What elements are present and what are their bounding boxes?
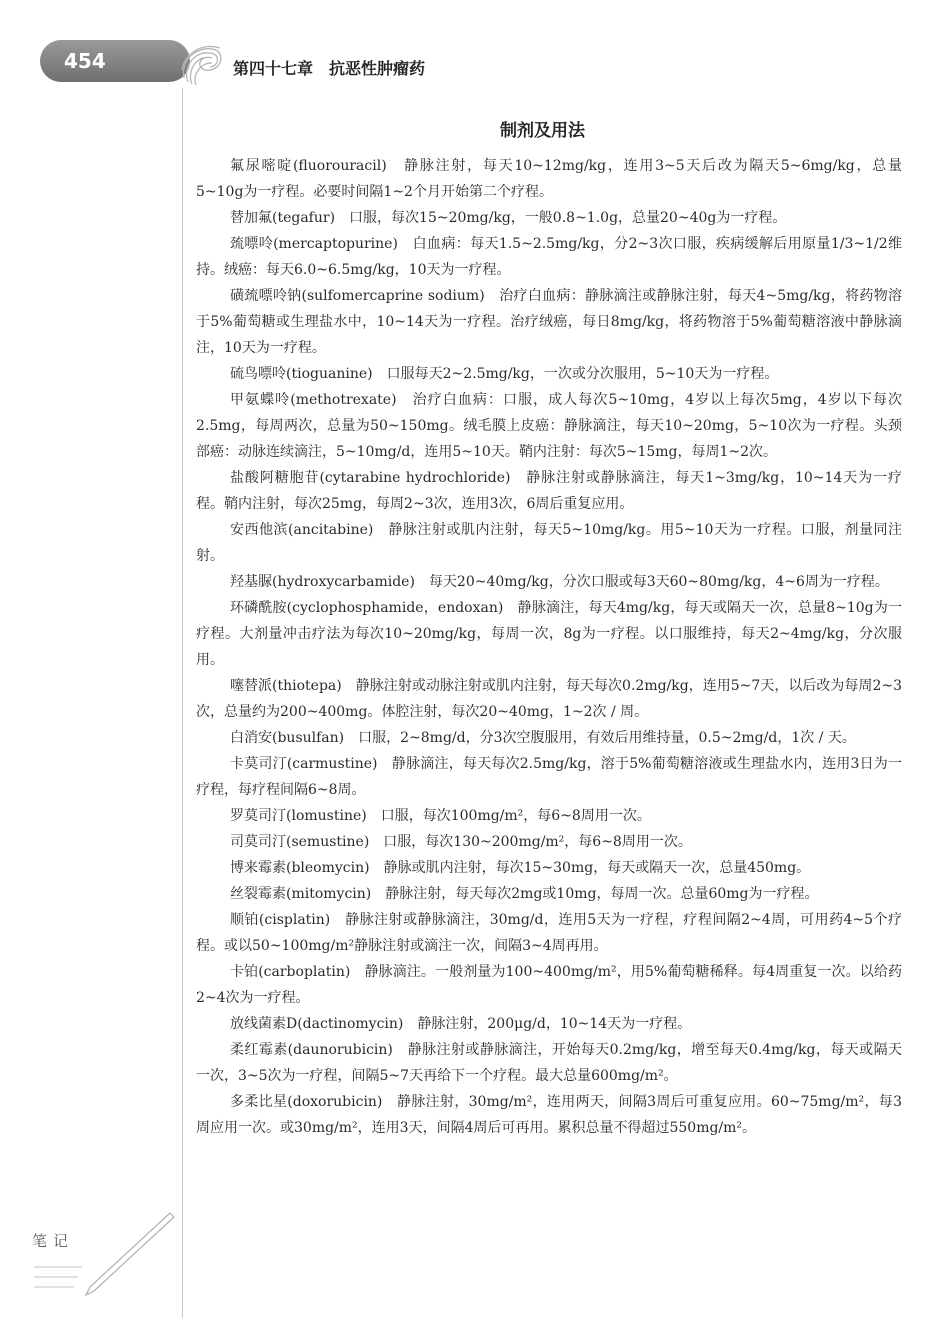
dosage-entry [196, 829, 902, 855]
dosage-text: 静脉注射，每天10~12mg/kg，连用3~5天后改为隔天5~6mg/kg，总量5~10g为一疗程。必要时间隔1~2个月开始第二个疗程。 [196, 158, 902, 200]
drug-name: 放线菌素D(dactinomycin) [230, 1016, 404, 1032]
dosage-text: 治疗白血病：口服，成人每次5~10mg，4岁以上每次5mg，4岁以下每次2.5mg，每周两次，总量为50~150mg。绒毛膜上皮癌：静脉滴注，每天10~20mg，5~10次为一疗程。头颈部癌：动脉连续滴注，5~10mg/d，连用5~10天。鞘内注射：每次5~15mg，每周1~2次。 [196, 392, 903, 460]
dosage-entry [196, 569, 902, 595]
dosage-text: 口服，每次15~20mg/kg，一般0.8~1.0g，总量20~40g为一疗程。 [335, 210, 787, 226]
dosage-text: 口服每天2~2.5mg/kg，一次或分次服用，5~10天为一疗程。 [372, 366, 779, 382]
dosage-entry [196, 959, 902, 1011]
notes-label: 笔记 [32, 1232, 75, 1250]
dosage-entry [196, 283, 902, 361]
dosage-entry [196, 361, 902, 387]
dosage-entry [196, 907, 902, 959]
drug-name: 甲氨蝶呤(methotrexate) [230, 392, 397, 408]
dosage-text: 每天20~40mg/kg，分次口服或每3天60~80mg/kg，4~6周为一疗程。 [414, 574, 889, 590]
dosage-text: 静脉注射或肌内注射，每天5~10mg/kg。用5~10天为一疗程。口服，剂量同注射。 [196, 522, 902, 564]
dosage-entry [196, 231, 902, 283]
dosage-entry [196, 1037, 902, 1089]
drug-name: 环磷酰胺(cyclophosphamide，endoxan) [230, 600, 504, 616]
section-title: 制剂及用法 [500, 121, 585, 141]
dosage-text: 静脉注射，30mg/m²，连用两天，间隔3周后可重复应用。60~75mg/m²，每3周应用一次。或30mg/m²，连用3天，间隔4周后可再用。累积总量不得超过550mg/m²。 [196, 1094, 903, 1136]
dosage-entry [196, 673, 902, 725]
drug-name: 噻替派(thiotepa) [230, 678, 342, 694]
drug-name: 多柔比星(doxorubicin) [230, 1094, 383, 1110]
drug-name: 博来霉素(bleomycin) [230, 860, 370, 876]
dosage-entry-list [196, 153, 902, 1141]
margin-divider [182, 88, 183, 1318]
page-number-tab [40, 40, 190, 82]
drug-name: 卡铂(carboplatin) [230, 964, 351, 980]
dosage-entry [196, 465, 902, 517]
dosage-entry [196, 517, 902, 569]
drug-name: 巯嘌呤(mercaptopurine) [230, 236, 398, 252]
dosage-text: 静脉注射或动脉注射或肌内注射，每天每次0.2mg/kg，连用5~7天，以后改为每周2~3次，总量约为200~400mg。体腔注射，每次20~40mg，1~2次 / 周。 [196, 678, 902, 720]
chapter-title: 第四十七章 抗恶性肿瘤药 [233, 59, 426, 78]
dosage-entry [196, 725, 902, 751]
drug-name: 白消安(busulfan) [230, 730, 345, 746]
dosage-entry [196, 1089, 902, 1141]
dosage-text: 口服，每次130~200mg/m²，每6~8周用一次。 [369, 834, 692, 850]
drug-name: 盐酸阿糖胞苷(cytarabine hydrochloride) [230, 470, 511, 486]
drug-name: 罗莫司汀(lomustine) [230, 808, 367, 824]
page-number: 454 [64, 49, 106, 73]
drug-name: 安西他滨(ancitabine) [230, 522, 374, 538]
dosage-text: 口服，每次100mg/m²，每6~8周用一次。 [366, 808, 651, 824]
drug-name: 羟基脲(hydroxycarbamide) [230, 574, 415, 590]
dosage-entry [196, 595, 902, 673]
dosage-entry [196, 803, 902, 829]
dosage-text: 静脉注射或静脉滴注，开始每天0.2mg/kg，增至每天0.4mg/kg，每天或隔天一次，3~5次为一疗程，间隔5~7天再给下一个疗程。最大总量600mg/m²。 [196, 1042, 903, 1084]
drug-name: 氟尿嘧啶(fluorouracil) [230, 158, 387, 174]
dosage-text: 静脉注射，200μg/d，10~14天为一疗程。 [403, 1016, 692, 1032]
dosage-text: 口服，2~8mg/d，分3次空腹服用，有效后用维持量，0.5~2mg/d，1次 / 天。 [344, 730, 856, 746]
dosage-text: 静脉注射或静脉滴注，30mg/d，连用5天为一疗程，疗程间隔2~4周，可用药4~5个疗程。或以50~100mg/m²静脉注射或滴注一次，间隔3~4周再用。 [196, 912, 902, 954]
dosage-entry [196, 1011, 902, 1037]
pencil-icon [30, 1205, 180, 1300]
dosage-text: 静脉注射或静脉滴注，每天1~3mg/kg，10~14天为一疗程。鞘内注射，每次25mg，每周2~3次，连用3次，6周后重复应用。 [196, 470, 902, 512]
dosage-entry [196, 153, 902, 205]
drug-name: 卡莫司汀(carmustine) [230, 756, 378, 772]
drug-name: 硫鸟嘌呤(tioguanine) [230, 366, 373, 382]
drug-name: 磺巯嘌呤钠(sulfomercaprine sodium) [230, 288, 485, 304]
dosage-text: 静脉注射，每天每次2mg或10mg，每周一次。总量60mg为一疗程。 [371, 886, 819, 902]
drug-name: 柔红霉素(daunorubicin) [230, 1042, 393, 1058]
dosage-entry [196, 751, 902, 803]
drug-name: 替加氟(tegafur) [230, 210, 336, 226]
swirl-logo-icon [178, 40, 226, 86]
dosage-text: 静脉滴注。一般剂量为100~400mg/m²，用5%葡萄糖稀释。每4周重复一次。以给药2~4次为一疗程。 [196, 964, 902, 1006]
dosage-text: 静脉滴注，每天4mg/kg，每天或隔天一次，总量8~10g为一疗程。大剂量冲击疗法为每次10~20mg/kg，每周一次，8g为一疗程。以口服维持，每天2~4mg/kg，分次服用。 [196, 600, 902, 668]
drug-name: 司莫司汀(semustine) [230, 834, 370, 850]
dosage-text: 治疗白血病：静脉滴注或静脉注射，每天4~5mg/kg，将药物溶于5%葡萄糖或生理盐水中，10~14天为一疗程。治疗绒癌，每日8mg/kg，将药物溶于5%葡萄糖溶液中静脉滴注，10天为一疗程。 [196, 288, 902, 356]
drug-name: 顺铂(cisplatin) [230, 912, 331, 928]
drug-name: 丝裂霉素(mitomycin) [230, 886, 372, 902]
dosage-text: 静脉滴注，每天每次2.5mg/kg，溶于5%葡萄糖溶液或生理盐水内，连用3日为一疗程，每疗程间隔6~8周。 [196, 756, 902, 798]
dosage-entry [196, 855, 902, 881]
dosage-text: 静脉或肌内注射，每次15~30mg，每天或隔天一次，总量450mg。 [369, 860, 811, 876]
dosage-entry [196, 881, 902, 907]
dosage-entry [196, 387, 902, 465]
dosage-text: 白血病：每天1.5~2.5mg/kg，分2~3次口服，疾病缓解后用原量1/3~1/2维持。绒癌：每天6.0~6.5mg/kg，10天为一疗程。 [196, 236, 902, 278]
dosage-entry [196, 205, 902, 231]
